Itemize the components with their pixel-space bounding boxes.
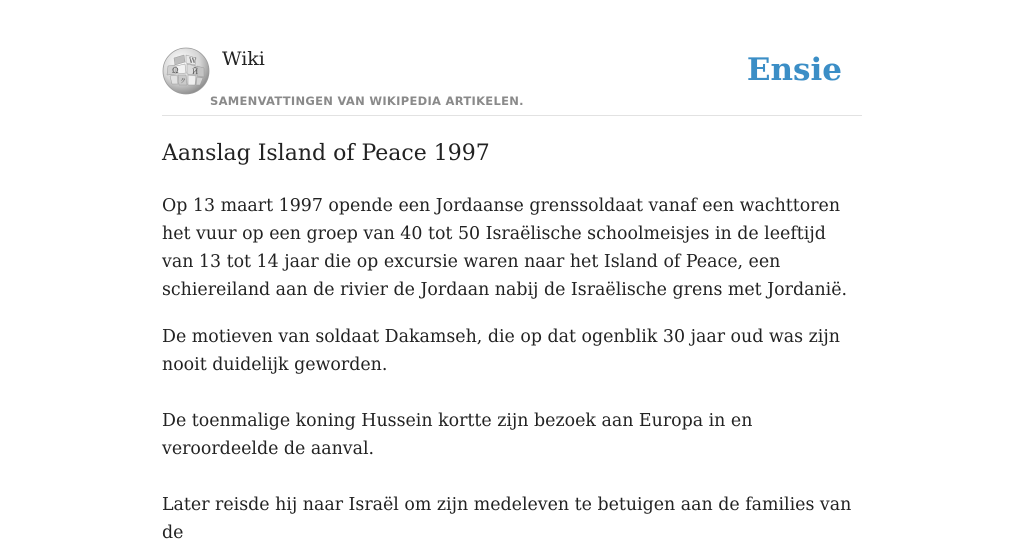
site-tagline: SAMENVATTINGEN VAN WIKIPEDIA ARTIKELEN. bbox=[210, 94, 524, 108]
site-header bbox=[162, 46, 862, 116]
article-paragraph: Op 13 maart 1997 opende een Jordaanse grenssoldaat vanaf een wachttoren het vuur op een groep van 40 tot 50 Israëlische schoolmeisjes in de leeftijd van 13 tot 14 jaar die op excursie waren naar het Island of Peace, een schiereiland aan de rivier de Jordaan nabij de Israëlische grens met Jordanië. bbox=[162, 196, 848, 300]
svg-text:W: W bbox=[189, 57, 197, 65]
svg-text:Й: Й bbox=[192, 68, 199, 76]
page bbox=[162, 0, 862, 543]
brand-logo[interactable]: Ensie bbox=[746, 52, 842, 88]
article bbox=[162, 138, 862, 547]
article-paragraph: Later reisde hij naar Israël om zijn medeleven te betuigen aan de families van de bbox=[162, 495, 852, 543]
site-name[interactable]: Wiki bbox=[222, 48, 265, 70]
article-paragraph: De motieven van soldaat Dakamseh, die op dat ogenblik 30 jaar oud was zijn nooit duidelijk geworden. bbox=[162, 327, 840, 375]
svg-text:Ω: Ω bbox=[172, 66, 179, 75]
article-paragraph: De toenmalige koning Hussein kortte zijn bezoek aan Europa in en veroordeelde de aanval. bbox=[162, 411, 753, 459]
article-title: Aanslag Island of Peace 1997 bbox=[162, 141, 490, 166]
wikipedia-globe-icon[interactable] bbox=[162, 46, 210, 96]
svg-text:ク: ク bbox=[180, 78, 187, 85]
